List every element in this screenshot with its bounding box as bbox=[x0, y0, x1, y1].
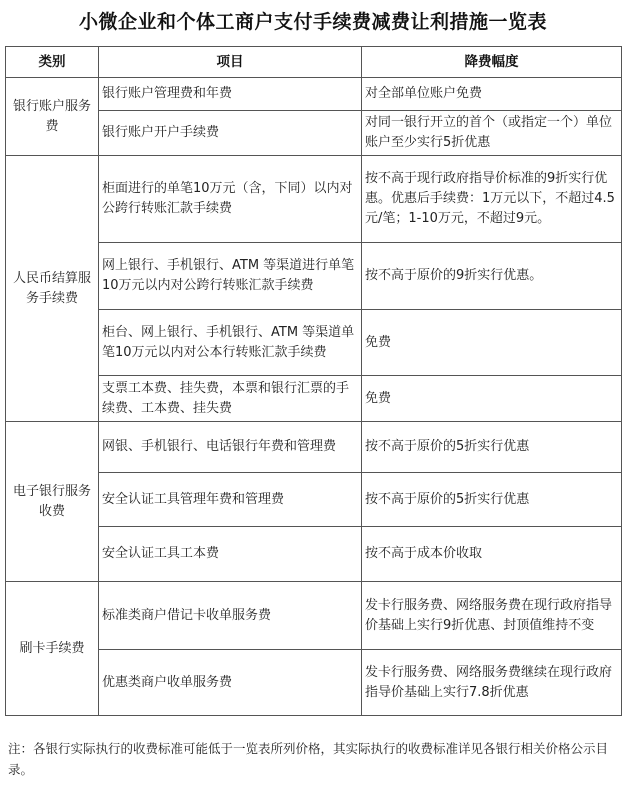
reduction-cell: 按不高于原价的5折实行优惠 bbox=[362, 422, 622, 473]
table-row bbox=[6, 422, 622, 473]
page-title: 小微企业和个体工商户支付手续费减费让利措施一览表 bbox=[78, 11, 547, 33]
reduction-cell: 发卡行服务费、网络服务费在现行政府指导价基础上实行9折优惠、封顶值维持不变 bbox=[362, 582, 622, 650]
item-cell: 标准类商户借记卡收单服务费 bbox=[99, 582, 362, 650]
header-category: 类别 bbox=[6, 47, 99, 78]
reduction-cell: 对同一银行开立的首个（或指定一个）单位账户至少实行5折优惠 bbox=[362, 111, 622, 156]
table-row bbox=[6, 473, 622, 527]
table-row bbox=[6, 582, 622, 650]
reduction-cell: 按不高于原价的9折实行优惠。 bbox=[362, 243, 622, 310]
header-item: 项目 bbox=[99, 47, 362, 78]
footnote: 注：各银行实际执行的收费标准可能低于一览表所列价格，其实际执行的收费标准详见各银行相关价格公示目录。 bbox=[8, 741, 609, 777]
reduction-cell: 按不高于原价的5折实行优惠 bbox=[362, 473, 622, 527]
table-row bbox=[6, 243, 622, 310]
reduction-cell: 免费 bbox=[362, 310, 622, 376]
table-row bbox=[6, 310, 622, 376]
item-cell: 银行账户管理费和年费 bbox=[99, 78, 362, 111]
item-cell: 银行账户开户手续费 bbox=[99, 111, 362, 156]
item-cell: 安全认证工具管理年费和管理费 bbox=[99, 473, 362, 527]
fee-reduction-table bbox=[5, 46, 622, 716]
reduction-cell: 按不高于现行政府指导价标准的9折实行优惠。优惠后手续费：1万元以下，不超过4.5元/笔；1-10万元，不超过9元。 bbox=[362, 156, 622, 243]
table-row bbox=[6, 527, 622, 582]
item-cell: 支票工本费、挂失费，本票和银行汇票的手续费、工本费、挂失费 bbox=[99, 376, 362, 422]
category-cell: 人民币结算服务手续费 bbox=[6, 156, 99, 422]
header-reduction: 降费幅度 bbox=[362, 47, 622, 78]
item-cell: 网银、手机银行、电话银行年费和管理费 bbox=[99, 422, 362, 473]
table-row bbox=[6, 78, 622, 111]
item-cell: 网上银行、手机银行、ATM 等渠道进行单笔10万元以内对公跨行转账汇款手续费 bbox=[99, 243, 362, 310]
reduction-cell: 发卡行服务费、网络服务费继续在现行政府指导价基础上实行7.8折优惠 bbox=[362, 650, 622, 716]
item-cell: 柜台、网上银行、手机银行、ATM 等渠道单笔10万元以内对公本行转账汇款手续费 bbox=[99, 310, 362, 376]
item-cell: 安全认证工具工本费 bbox=[99, 527, 362, 582]
reduction-cell: 按不高于成本价收取 bbox=[362, 527, 622, 582]
reduction-cell: 免费 bbox=[362, 376, 622, 422]
item-cell: 优惠类商户收单服务费 bbox=[99, 650, 362, 716]
category-cell: 银行账户服务费 bbox=[6, 78, 99, 156]
table-row bbox=[6, 156, 622, 243]
table-header-row bbox=[6, 47, 622, 78]
table-row bbox=[6, 111, 622, 156]
category-cell: 刷卡手续费 bbox=[6, 582, 99, 716]
table-row bbox=[6, 650, 622, 716]
category-cell: 电子银行服务收费 bbox=[6, 422, 99, 582]
reduction-cell: 对全部单位账户免费 bbox=[362, 78, 622, 111]
table-row bbox=[6, 376, 622, 422]
item-cell: 柜面进行的单笔10万元（含，下同）以内对公跨行转账汇款手续费 bbox=[99, 156, 362, 243]
